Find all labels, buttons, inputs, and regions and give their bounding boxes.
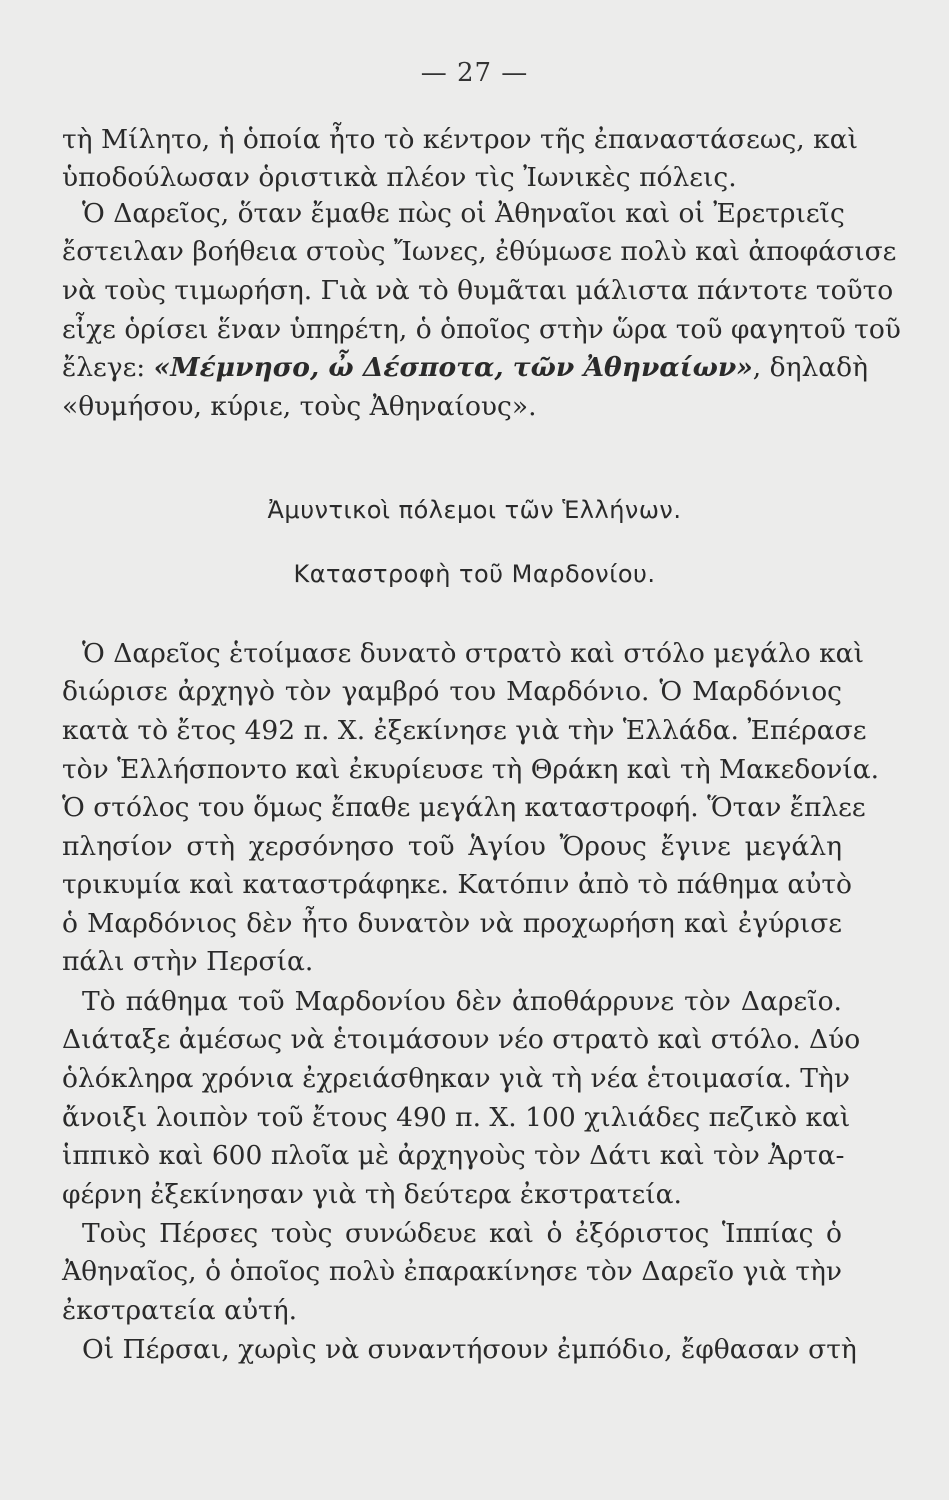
text-line: κατὰ τὸ ἔτος 492 π. Χ. ἐξεκίνησε γιὰ τὴν Ἑλλάδα. Ἐπέρασε: [62, 715, 867, 746]
text-line: Ὁ Δαρεῖος ἑτοίμασε δυνατὸ στρατὸ καὶ στόλο μεγάλο καὶ: [82, 638, 864, 669]
text-line: τρικυμία καὶ καταστράφηκε. Κατόπιν ἀπὸ τὸ πάθημα αὐτὸ: [62, 869, 852, 900]
text-line: τὸν Ἑλλήσποντο καὶ ἐκυρίευσε τὴ Θράκη καὶ τὴ Μακεδονία.: [62, 754, 880, 785]
text-line: ἔστειλαν βοήθεια στοὺς Ἴωνες, ἐθύμωσε πολὺ καὶ ἀποφάσισε: [62, 236, 897, 267]
text-line: ἄνοιξι λοιπὸν τοῦ ἔτους 490 π. Χ. 100 χιλιάδες πεζικὸ καὶ: [62, 1102, 851, 1133]
italic-quote: «Μέμνησο, ὦ Δέσποτα, τῶν Ἀθηναίων»: [153, 352, 753, 383]
text-line: διώρισε ἀρχηγὸ τὸν γαμβρό του Μαρδόνιο. Ὁ Μαρδόνιος: [62, 676, 842, 707]
text-fragment: ἔλεγε:: [62, 352, 154, 383]
text-line: ἱππικὸ καὶ 600 πλοῖα μὲ ἀρχηγοὺς τὸν Δάτι καὶ τὸν Ἀρτα-: [62, 1140, 845, 1171]
text-line: Τοὺς Πέρσες τοὺς συνώδευε καὶ ὁ ἐξόριστος Ἱππίας ὁ: [82, 1218, 842, 1249]
section-subheading: Καταστροφὴ τοῦ Μαρδονίου.: [293, 560, 656, 588]
text-fragment: , δηλαδὴ: [752, 352, 868, 383]
text-line: εἶχε ὁρίσει ἕναν ὑπηρέτη, ὁ ὁποῖος στὴν ὥρα τοῦ φαγητοῦ τοῦ: [62, 314, 901, 345]
text-line: Ὁ στόλος του ὅμως ἔπαθε μεγάλη καταστροφή. Ὅταν ἔπλεε: [62, 792, 866, 823]
text-line: πάλι στὴν Περσία.: [62, 946, 314, 977]
text-line: ὑποδούλωσαν ὁριστικὰ πλέον τὶς Ἰωνικὲς πόλεις.: [62, 162, 737, 193]
text-line: τὴ Μίλητο, ἡ ὁποία ἦτο τὸ κέντρον τῆς ἐπαναστάσεως, καὶ: [62, 124, 858, 155]
text-line: ὁ Μαρδόνιος δὲν ἦτο δυνατὸν νὰ προχωρήση καὶ ἐγύρισε: [62, 908, 842, 939]
text-line: ἐκστρατεία αὐτή.: [62, 1295, 298, 1326]
text-line: «θυμήσου, κύριε, τοὺς Ἀθηναίους».: [62, 391, 537, 422]
text-line: πλησίον στὴ χερσόνησο τοῦ Ἁγίου Ὄρους ἔγινε μεγάλη: [62, 831, 842, 862]
text-line: Οἱ Πέρσαι, χωρὶς νὰ συναντήσουν ἐμπόδιο, ἔφθασαν στὴ: [82, 1334, 857, 1365]
page-number: — 27 —: [420, 58, 529, 88]
section-heading: Ἀμυντικοὶ πόλεμοι τῶν Ἑλλήνων.: [267, 496, 682, 524]
text-line: Διάταξε ἀμέσως νὰ ἑτοιμάσουν νέο στρατὸ καὶ στόλο. Δύο: [62, 1024, 861, 1055]
text-line: νὰ τοὺς τιμωρήση. Γιὰ νὰ τὸ θυμᾶται μάλιστα πάντοτε τοῦτο: [62, 275, 894, 306]
text-line: [62, 350, 868, 386]
text-line: ὁλόκληρα χρόνια ἐχρειάσθηκαν γιὰ τὴ νέα ἑτοιμασία. Τὴν: [62, 1063, 850, 1094]
text-line: Τὸ πάθημα τοῦ Μαρδονίου δὲν ἀποθάρρυνε τὸν Δαρεῖο.: [82, 986, 842, 1017]
text-line: Ἀθηναῖος, ὁ ὁποῖος πολὺ ἐπαρακίνησε τὸν Δαρεῖο γιὰ τὴν: [62, 1256, 842, 1287]
text-line: Ὁ Δαρεῖος, ὅταν ἔμαθε πὼς οἱ Ἀθηναῖοι καὶ οἱ Ἐρετριεῖς: [82, 198, 845, 229]
text-line: φέρνη ἐξεκίνησαν γιὰ τὴ δεύτερα ἐκστρατεία.: [62, 1179, 682, 1210]
